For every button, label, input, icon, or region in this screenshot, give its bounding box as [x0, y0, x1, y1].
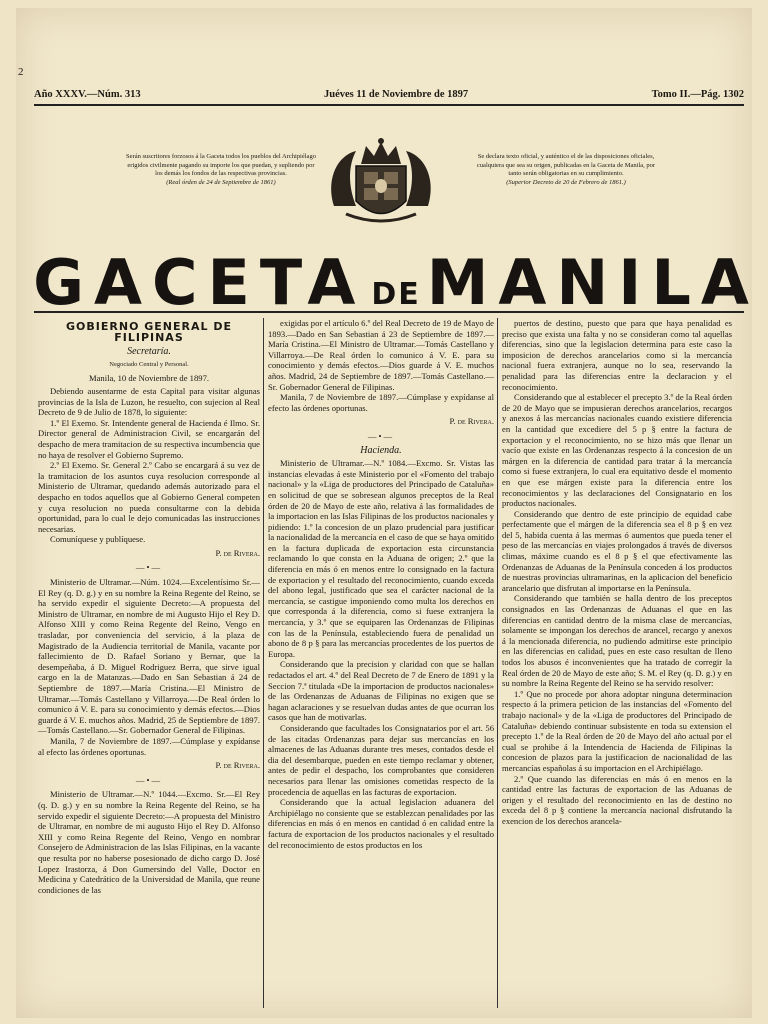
separator: —•—	[367, 430, 395, 441]
paragraph: Comuníquese y publíquese.	[50, 534, 146, 545]
margin-number: 2	[18, 66, 24, 78]
volume-page: Tomo II.—Pág. 1302	[651, 88, 744, 100]
separator: —•—	[135, 562, 163, 573]
column-divider-1	[263, 318, 264, 1008]
paragraph: Ministerio de Ultramar.—Núm. 1024.—Excelentísimo Sr.—El Rey (q. D. g.) y en su nombre la Reina Regente del Reino, se ha servido expedir el siguiente Decreto:—A propuesta del Ministro de Ultramar, en nombre de mi Augusto Hijo el Rey D. Alfonso XIII y como Reina Regente del Reino, Vengo en trasladar, por conveniencia del servicio, á la plaza de Magistrado de la Audiencia territorial de Manila, vacante por fallecimiento de D. Rafael Soriano y Bernar, que la desempeñaba, á D. Miguel Rodriguez Berra, que sirve igual cargo en la de Matanzas.—Dado en San Sebastian á 24 de Septiembre de 1897.—María Cristina.—El Ministro de Ultramar.—Tomás Castellano y Villarroya.—De Real órden lo comunico á V. E. para su conocimiento y demás efectos.—Dios guarde á V. E. muchos años. Madrid, 25 de Septiembre de 1897.—Tomás Castellano.—Sr. Gobernador General de Filipinas.	[38, 577, 260, 736]
paragraph: Manila, 7 de Noviembre de 1897.—Cúmplase y expídanse al efecto las órdenes oportunas.	[268, 392, 494, 413]
paragraph: 1.º El Exemo. Sr. Intendente general de Hacienda é Ilmo. Sr. Director general de Administracion Civil, se encargarán del despacho de mera tramitacion de su respectiva incumbencia que no haya de resolver el Gobierno Supremo.	[38, 417, 260, 460]
notice-right	[471, 153, 661, 187]
masthead-gaceta: GACETA	[33, 246, 366, 319]
dateline: Manila, 10 de Noviembre de 1897.	[88, 373, 210, 384]
paragraph: Manila, 7 de Noviembre de 1897.—Cúmplase y expídanse al efecto las órdenes oportunas.	[38, 735, 260, 757]
paragraph: Ministerio de Ultramar.—N.º 1084.—Excmo. Sr. Vistas las instancias elevadas á este Ministerio por el «Fomento del trabajo nacional» y la «Liga de productores del Principado de Cataluña» en solicitud de que se sobresean algunos preceptos de la Real órden de 20 de Mayo de este año, relativa á las formalidades de la importacion en las Islas Filipinas de los productos nacionales y pidiendo: 1.º la concesion de un plazo prudencial para justificar la nacionalidad de la mercancía en el caso de que se haya omitido en la factura duplicada de exportacion esta circunstancia reclamando lo que consta en la Aduana de origen; 2.º que la diferencia en más ó en menos entre lo consignado en la factura de exportacion y el resultado del reconocimiento, cuando exceda del abono legal, justificado que sea el carácter nacional de la mercancía, se castigue imponiendo como multa los derechos en que corresponda á la diferencia, como si fuese extranjera la mercancía, y 3.º que se equiparen las Ordenanzas de Filipinas con las de la Península, estableciendo fuera de penalidad un abono de 8 p § para las mercancías procedentes de los puertos de Europa.	[268, 458, 494, 659]
notice-left-text: Serán suscritores forzosos á la Gaceta todos los pueblos del Archipiélago erigidos civilmente pagando su importe los que puedan, y supliendo por los demás los fondos de las respectivas provincias.	[126, 153, 316, 177]
section-hacienda: Hacienda.	[360, 444, 402, 456]
paragraph: Debiendo ausentarme de esta Capital para visitar algunas provincias de la Isla de Luzon, he resuelto, con sujecion al Real Decreto de 9 de Julio de 1878, lo siguiente:	[38, 385, 260, 418]
signature: P. de Rivera.	[215, 547, 260, 558]
issue-number: Año XXXV.—Núm. 313	[34, 88, 141, 100]
header-rule	[34, 104, 744, 106]
column-3	[502, 318, 732, 1008]
notice-right-source: (Superior Decreto de 20 de Febrero de 1861.)	[506, 178, 626, 186]
paragraph: puertos de destino, puesto que para que haya penalidad es preciso que exista una falta y no se consideran como tal aquellas diferencias, sino que la legislacion determina para este caso la imposicion de derechos arancelarios como si la mercancía nacional fuera extranjera, aunque no lo sea, reservando la penalidad para las diferencias entre la declaracion y el reconocimiento.	[502, 318, 732, 392]
subsection-negociado: Negociado Central y Personal.	[109, 360, 189, 368]
masthead-title	[33, 246, 759, 319]
section-secretaria: Secretaría.	[127, 346, 171, 358]
signature: P. de Rivera.	[449, 416, 494, 427]
notice-right-text: Se declara texto oficial, y auténtico el de las disposiciones oficiales, cualquiera que sea su origen, publicadas en la Gaceta de Manila, por tanto serán obligatorias en su cumplimiento.	[476, 153, 656, 177]
masthead-manila: MANILA	[426, 246, 759, 319]
paragraph: exigidas por el artículo 6.º del Real Decreto de 19 de Mayo de 1893.—Dado en San Sebastian á 23 de Septiembre de 1897.—María Cristina.—El Ministro de Ultramar.—Tomás Castellano y Villarroya.—De Real órden lo comunico á V. E. para su conocimiento y demás efectos.—Dios guarde á V. E. muchos años. Madrid, 24 de Septiembre de 1897.—Tomás Castellano.—Sr. Gobernador General de Filipinas.	[268, 318, 494, 392]
paragraph: Ministerio de Ultramar.—N.º 1044.—Excmo. Sr.—El Rey (q. D. g.) y en su nombre la Reina Regente del Reino, se ha servido expedir el siguiente Decreto:—A propuesta del Ministro de Ultramar, en nombre de mi augusto Hijo el Rey D. Alfonso XIII y como Reina Regente del Reino, Vengo en nombrar Consejero de Administracion de las Islas Filipinas, en la vacante que resulta por no haberse posesionado de dicho cargo D. José Lopez Irastorza, á Don Gumersindo del Valle, Doctor en Medicina y Catedrático de la Universidad de Manila, que reune condiciones de las	[38, 789, 260, 895]
paragraph: Considerando que la actual legislacion aduanera del Archipiélago no consiente que se establezcan penalidades por las diferencias en más ó en menos en cantidad ó en calidad entre la factura de exportacion de los productos nacionales y el resultado del reconocimiento de estos productos en los	[268, 797, 494, 850]
royal-crest-icon	[326, 136, 436, 231]
paragraph: Considerando que también se halla dentro de los preceptos consignados en las Ordenanzas de Aduanas el que en las diferencias en cantidad dentro de la misma clase de mercancías, solamente se impongan los derechos de arancel, recargo y anexos á la mencionada diferencia, no pudiendo admitirse este principio en las diferencias en calidad, pues en este caso resultan de lleno todos los abusos é inconvenientes que ha tratado de corregir la Real órden de 20 de Mayo de este año; S. M. el Rey (q. D. g.) y en su nombre la Reina Regente del Reino se ha servido resolver:	[502, 593, 732, 689]
paragraph: Considerando que al establecer el precepto 3.º de la Real órden de 20 de Mayo que se impusieran derechos arancelarios, recargos y anexos á las mercancías nacionales cuando existiere diferencia en la cantidad que excediere del 5 p § entre la factura de exportacion y el reconocimiento, no se hizo más que llenar un vacío que existe en las Ordenanzas respecto á la concesion de un márgen en la diferencia de cantidad para tratar á la mercancía como si fuese extranjera, lo cual era equitativo desde el momento en que ese márgen existe para la diferencia entre los reconocimientos y las declaraciones del Consignatario en los productos nacionales.	[502, 392, 732, 509]
paragraph: Considerando que facultades los Consignatarios por el art. 56 de las citadas Ordenanzas para dejar sus mercancías en los almacenes de las Aduanas durante tres meses, contados desde el dia del desembarque, pueden en este tiempo reclamar y obtener, antes de pedir el despacho, los comprobantes que consideren necesarios para llenar las omisiones cometidas respecto de la procedencia de aquellas en las facturas de exportacion.	[268, 722, 494, 797]
paragraph: 1.º Que no procede por ahora adoptar ninguna determinacion respecto á la primera peticion de las instancias del «Fomento del trabajo nacional» y de la «Liga de productores del Principado de Cataluña» debiendo continuar subsistente en toda su extension el precepto 1.º de la Real órden de 20 de Mayo del año actual por el cual se prohibe á la Intendencia de Hacienda de Filipinas la concesion de plazos para la justificacion de nacionalidad de las mercancías españolas á su importacion en el Archipiélago.	[502, 688, 732, 773]
newspaper-page	[16, 8, 759, 1018]
column-1	[38, 318, 260, 1008]
signature: P. de Rivera.	[215, 760, 260, 771]
issue-header	[34, 86, 744, 102]
notice-left	[126, 153, 316, 187]
column-divider-2	[497, 318, 498, 1008]
paragraph: 2.º Que cuando las diferencias en más ó en menos en la cantidad entre las facturas de exportacion de las Aduanas de origen y el resultado del reconocimiento en las de destino no exceda del 8 p § contiene la mercancía nacional disfrutando la exencion de los derechos arancela-	[502, 773, 732, 826]
paragraph: 2.º El Exemo. Sr. General 2.º Cabo se encargará á su vez de la tramitacion de los asuntos cuya resolucion corresponde al Ministerio de Ultramar, quedando además autorizado para el despacho en todos aquellos que al Gobierno General competen y cuya resolucion no pueda consultarme con la debida oportunidad, para lo cual le dejo comunicadas las instrucciones necesarias.	[38, 460, 260, 534]
separator: —•—	[135, 774, 163, 785]
paragraph: Considerando que la precision y claridad con que se hallan redactados el art. 4.º del Real Decreto de 7 de Enero de 1891 y la Seccion 7.ª titulada «De la importacion de productos nacionales» de las Ordenanzas de Aduanas de Filipinas no exigen que se hagan aclaraciones y se resuelvan dudas antes de que ocurran los casos que han de motivarlas.	[268, 659, 494, 723]
column-2	[268, 318, 494, 1008]
section-title-gobierno: GOBIERNO GENERAL DE FILIPINAS	[66, 320, 232, 344]
masthead-rule	[34, 311, 744, 313]
paragraph: Considerando que dentro de este principio de equidad cabe perfectamente que el márgen de la diferencia sea el 8 p § en vez del 5, habida cuenta á las mermas ó aumentos que pueda tener el peso de las mercancías en viajes prolongados á través de diversos climas, máxime cuando es el 8 p § el que efectivamente las Ordenanzas de Aduanas de la Península conceden á los productos de nuestras provincias ultramarinas, en la aplicacion del beneficio arancelario que disfrutan al importarse en la Península.	[502, 508, 732, 593]
masthead-de: DE	[371, 277, 421, 312]
notice-left-source: (Real órden de 24 de Septiembre de 1861)	[166, 178, 276, 186]
issue-date: Juéves 11 de Noviembre de 1897	[324, 88, 469, 100]
